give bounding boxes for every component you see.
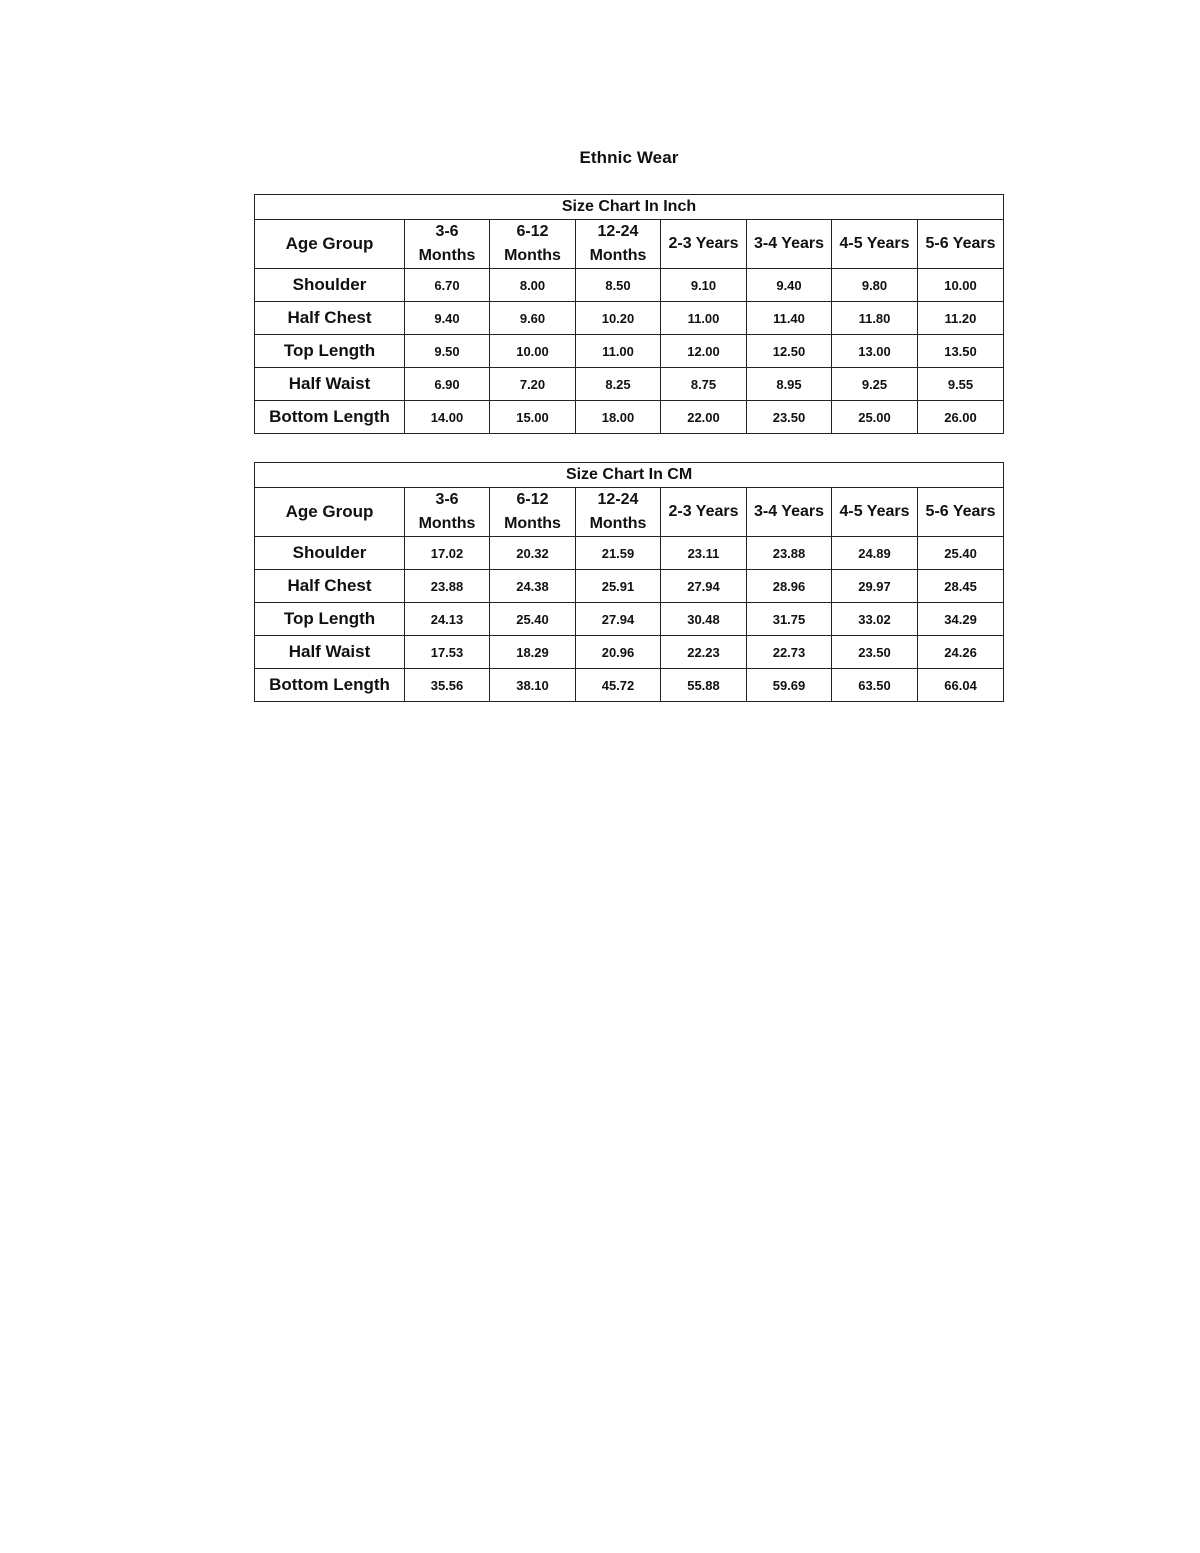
column-header — [918, 488, 1004, 537]
table-cell: 31.75 — [747, 603, 832, 636]
column-header — [747, 220, 832, 269]
table-row — [255, 570, 1004, 603]
column-header-line: 2-3 Years — [668, 503, 739, 520]
table-cell: 30.48 — [661, 603, 747, 636]
table-cell: 17.02 — [405, 537, 490, 570]
column-header — [661, 488, 747, 537]
table-cell: 9.10 — [661, 269, 747, 302]
table-cell: 38.10 — [490, 669, 576, 702]
column-header — [490, 220, 576, 269]
column-header-line: 3-6 — [435, 223, 459, 240]
table-caption: Size Chart In Inch — [255, 195, 1004, 220]
table-cell: 9.40 — [747, 269, 832, 302]
table-cell: 13.00 — [832, 335, 918, 368]
column-header-line: Months — [418, 247, 476, 264]
row-label: Shoulder — [255, 269, 405, 302]
column-header-line: 4-5 Years — [839, 503, 910, 520]
table-row — [255, 669, 1004, 702]
table-cell: 17.53 — [405, 636, 490, 669]
table-cell: 25.40 — [490, 603, 576, 636]
table-row — [255, 302, 1004, 335]
table-cell: 25.00 — [832, 401, 918, 434]
table-cell: 24.38 — [490, 570, 576, 603]
table-cell: 35.56 — [405, 669, 490, 702]
column-header-line: 3-4 Years — [754, 235, 824, 252]
column-header-line: 5-6 Years — [925, 235, 996, 252]
row-label: Top Length — [255, 603, 405, 636]
column-header-line: Months — [418, 515, 476, 532]
table-row — [255, 368, 1004, 401]
column-header-line: 5-6 Years — [925, 503, 996, 520]
table-cell: 11.20 — [918, 302, 1004, 335]
header-row — [255, 488, 1004, 537]
table-cell: 33.02 — [832, 603, 918, 636]
size-chart-cm-table — [254, 462, 1004, 702]
table-cell: 24.13 — [405, 603, 490, 636]
column-header — [405, 220, 490, 269]
size-chart-inch-table — [254, 194, 1004, 434]
row-label: Half Waist — [255, 368, 405, 401]
table-cell: 23.50 — [832, 636, 918, 669]
table-cell: 9.40 — [405, 302, 490, 335]
row-label: Top Length — [255, 335, 405, 368]
table-cell: 11.00 — [576, 335, 661, 368]
table-cell: 28.45 — [918, 570, 1004, 603]
table-cell: 12.50 — [747, 335, 832, 368]
table-cell: 26.00 — [918, 401, 1004, 434]
column-header — [576, 220, 661, 269]
table-cell: 9.55 — [918, 368, 1004, 401]
column-header-line: 12-24 — [597, 223, 639, 240]
table-row — [255, 636, 1004, 669]
table-row — [255, 537, 1004, 570]
table-cell: 27.94 — [576, 603, 661, 636]
table-cell: 8.50 — [576, 269, 661, 302]
table-cell: 22.00 — [661, 401, 747, 434]
table-cell: 27.94 — [661, 570, 747, 603]
table-row — [255, 401, 1004, 434]
table-cell: 55.88 — [661, 669, 747, 702]
table-cell: 20.32 — [490, 537, 576, 570]
table-row — [255, 603, 1004, 636]
table-cell: 22.23 — [661, 636, 747, 669]
table-cell: 8.95 — [747, 368, 832, 401]
row-label: Shoulder — [255, 537, 405, 570]
row-label: Half Chest — [255, 302, 405, 335]
column-header-line: 6-12 — [516, 223, 549, 240]
column-header-line: 3-4 Years — [754, 503, 824, 520]
column-header-line: Months — [589, 247, 647, 264]
row-label: Bottom Length — [255, 401, 405, 434]
table-cell: 25.40 — [918, 537, 1004, 570]
table-cell: 6.90 — [405, 368, 490, 401]
table-cell: 9.50 — [405, 335, 490, 368]
table-cell: 9.25 — [832, 368, 918, 401]
table-cell: 12.00 — [661, 335, 747, 368]
column-header — [405, 488, 490, 537]
column-header-line: 6-12 — [516, 491, 549, 508]
table-cell: 24.26 — [918, 636, 1004, 669]
row-label: Bottom Length — [255, 669, 405, 702]
column-header-line: 2-3 Years — [668, 235, 739, 252]
table-cell: 8.00 — [490, 269, 576, 302]
table-cell: 10.00 — [918, 269, 1004, 302]
column-header-line: Months — [589, 515, 647, 532]
row-label: Half Waist — [255, 636, 405, 669]
table-cell: 8.25 — [576, 368, 661, 401]
table-cell: 28.96 — [747, 570, 832, 603]
table-cell: 23.50 — [747, 401, 832, 434]
column-header — [832, 220, 918, 269]
table-cell: 9.60 — [490, 302, 576, 335]
column-header — [490, 488, 576, 537]
column-header-line: 3-6 — [435, 491, 459, 508]
table-cell: 9.80 — [832, 269, 918, 302]
age-group-header: Age Group — [255, 220, 405, 269]
table-cell: 29.97 — [832, 570, 918, 603]
age-group-header: Age Group — [255, 488, 405, 537]
column-header — [747, 488, 832, 537]
table-cell: 18.29 — [490, 636, 576, 669]
table-row — [255, 335, 1004, 368]
column-header — [832, 488, 918, 537]
table-cell: 10.20 — [576, 302, 661, 335]
column-header-line: 12-24 — [597, 491, 639, 508]
table-cell: 7.20 — [490, 368, 576, 401]
table-cell: 11.00 — [661, 302, 747, 335]
column-header-line: 4-5 Years — [839, 235, 910, 252]
table-cell: 8.75 — [661, 368, 747, 401]
table-cell: 45.72 — [576, 669, 661, 702]
table-cell: 11.80 — [832, 302, 918, 335]
column-header — [661, 220, 747, 269]
table-cell: 13.50 — [918, 335, 1004, 368]
table-row — [255, 269, 1004, 302]
table-cell: 63.50 — [832, 669, 918, 702]
table-cell: 23.88 — [747, 537, 832, 570]
table-cell: 25.91 — [576, 570, 661, 603]
column-header-line: Months — [504, 247, 561, 264]
table-cell: 15.00 — [490, 401, 576, 434]
table-caption: Size Chart In CM — [255, 463, 1004, 488]
column-header — [576, 488, 661, 537]
table-cell: 21.59 — [576, 537, 661, 570]
table-cell: 24.89 — [832, 537, 918, 570]
table-cell: 18.00 — [576, 401, 661, 434]
table-cell: 14.00 — [405, 401, 490, 434]
table-cell: 23.88 — [405, 570, 490, 603]
header-row — [255, 220, 1004, 269]
column-header-line: Months — [504, 515, 561, 532]
table-cell: 66.04 — [918, 669, 1004, 702]
table-cell: 20.96 — [576, 636, 661, 669]
table-cell: 23.11 — [661, 537, 747, 570]
table-cell: 10.00 — [490, 335, 576, 368]
row-label: Half Chest — [255, 570, 405, 603]
table-cell: 11.40 — [747, 302, 832, 335]
column-header — [918, 220, 1004, 269]
page-title: Ethnic Wear — [579, 148, 679, 167]
table-cell: 34.29 — [918, 603, 1004, 636]
table-cell: 22.73 — [747, 636, 832, 669]
table-cell: 59.69 — [747, 669, 832, 702]
table-cell: 6.70 — [405, 269, 490, 302]
